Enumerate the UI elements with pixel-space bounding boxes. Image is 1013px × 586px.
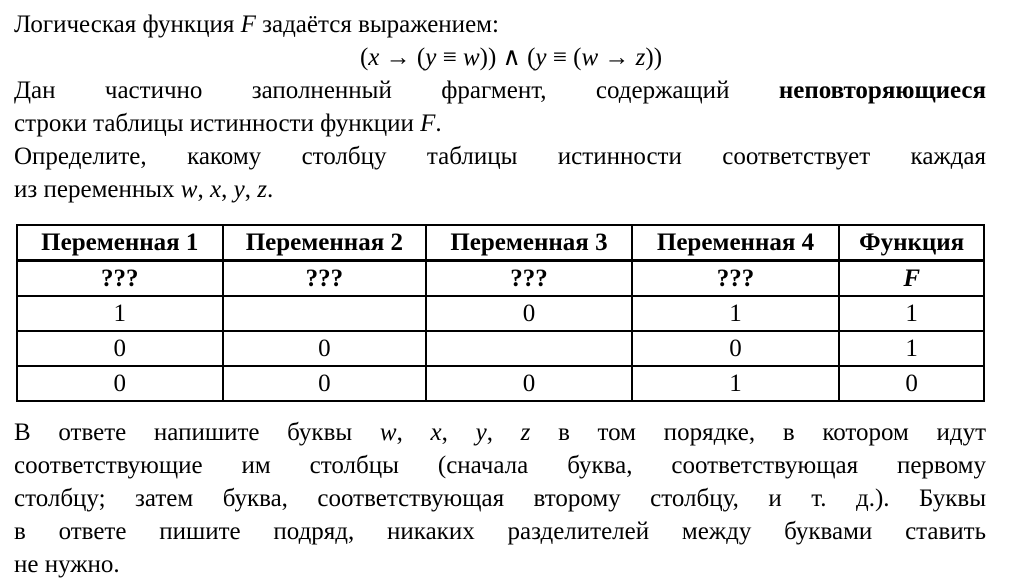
table-cell [223,296,427,331]
text: строки таблицы истинности функции [14,110,421,137]
variable-cell: ??? [632,261,840,297]
variable-cell: ??? [17,261,223,297]
variable-cell [839,261,984,297]
text: , [244,176,258,203]
table-cell: 1 [839,296,984,331]
table-cell: 0 [223,331,427,366]
table-variable-row [17,261,984,297]
table-cell: 0 [223,366,427,401]
table-cell: 0 [426,366,632,401]
table-row [17,296,984,331]
intro-line-4 [14,107,986,140]
text: , [197,176,210,203]
table-cell: 0 [17,366,223,401]
table-header-row [17,225,984,261]
formula [14,41,986,74]
table-row [17,366,984,401]
text: , [221,176,234,203]
var-x: x [430,419,442,446]
text: В ответе напишите буквы [14,419,380,446]
answer-line-2: соответствующие им столбцы (сначала буква, соответствующая первому [14,452,986,479]
var-F: F [420,110,436,137]
answer-line-1 [14,416,986,449]
var-x: x [209,176,222,203]
formula-part: ( [359,44,369,71]
formula-part: → [598,44,636,71]
text: Логическая функция [14,11,241,38]
intro-line-1 [14,8,986,41]
intro-line-3 [14,74,986,107]
header-cell: Переменная 1 [17,225,223,261]
table-cell: 1 [632,296,840,331]
text: из переменных [14,176,181,203]
formula-var: y [425,44,437,71]
var-z: z [257,176,267,203]
header-cell: Переменная 2 [223,225,427,261]
answer-line-4: в ответе пишите подряд, никаких разделителей между буквами ставить [14,518,986,545]
variable-cell: ??? [426,261,632,297]
text: , [396,419,431,446]
table-cell: 0 [426,296,632,331]
answer-line-5: не нужно. [14,551,120,578]
table-row [17,331,984,366]
intro-line-5 [14,140,986,173]
text: . [266,176,274,203]
var-F: F [240,11,256,38]
formula-part: )) [645,44,663,71]
text: Дан частично заполненный фрагмент, содержащий [14,77,779,104]
text: задаётся выражением: [255,11,499,38]
formula-var: w [462,44,480,71]
header-cell: Переменная 3 [426,225,632,261]
text: , [441,419,476,446]
table-cell [426,331,632,366]
text: . [435,110,442,137]
table-cell: 0 [17,331,223,366]
formula-var: x [368,44,380,71]
text: , [486,419,521,446]
bold-text: неповторяющиеся [778,77,986,104]
table-cell: 0 [839,366,984,401]
formula-var: w [581,44,599,71]
var-w: w [180,176,198,203]
formula-part: ≡ [436,44,463,71]
table-cell: 1 [632,366,840,401]
formula-part: → ( [379,44,426,71]
answer-line-3: столбцу; затем буква, соответствующая второму столбцу, и т. д.). Буквы [14,485,986,512]
header-cell: Функция [839,225,984,261]
formula-part: ≡ ( [546,44,582,71]
text: Определите, какому столбцу таблицы истинности соответствует каждая [14,143,986,170]
formula-var: y [535,44,547,71]
table-cell: 0 [632,331,840,366]
var-z: z [520,419,531,446]
text: в том порядке, в котором идут [530,419,987,446]
var-y: y [475,419,487,446]
answer-instructions [14,416,986,581]
task-text [14,8,986,206]
var-y: y [233,176,245,203]
var-w: w [379,419,397,446]
formula-part: )) ∧ ( [479,44,536,71]
table-cell: 1 [839,331,984,366]
formula-var: z [635,44,646,71]
intro-line-6 [14,173,986,206]
header-cell: Переменная 4 [632,225,840,261]
truth-table [16,224,985,402]
function-F: F [903,264,920,292]
variable-cell: ??? [223,261,427,297]
table-cell: 1 [17,296,223,331]
